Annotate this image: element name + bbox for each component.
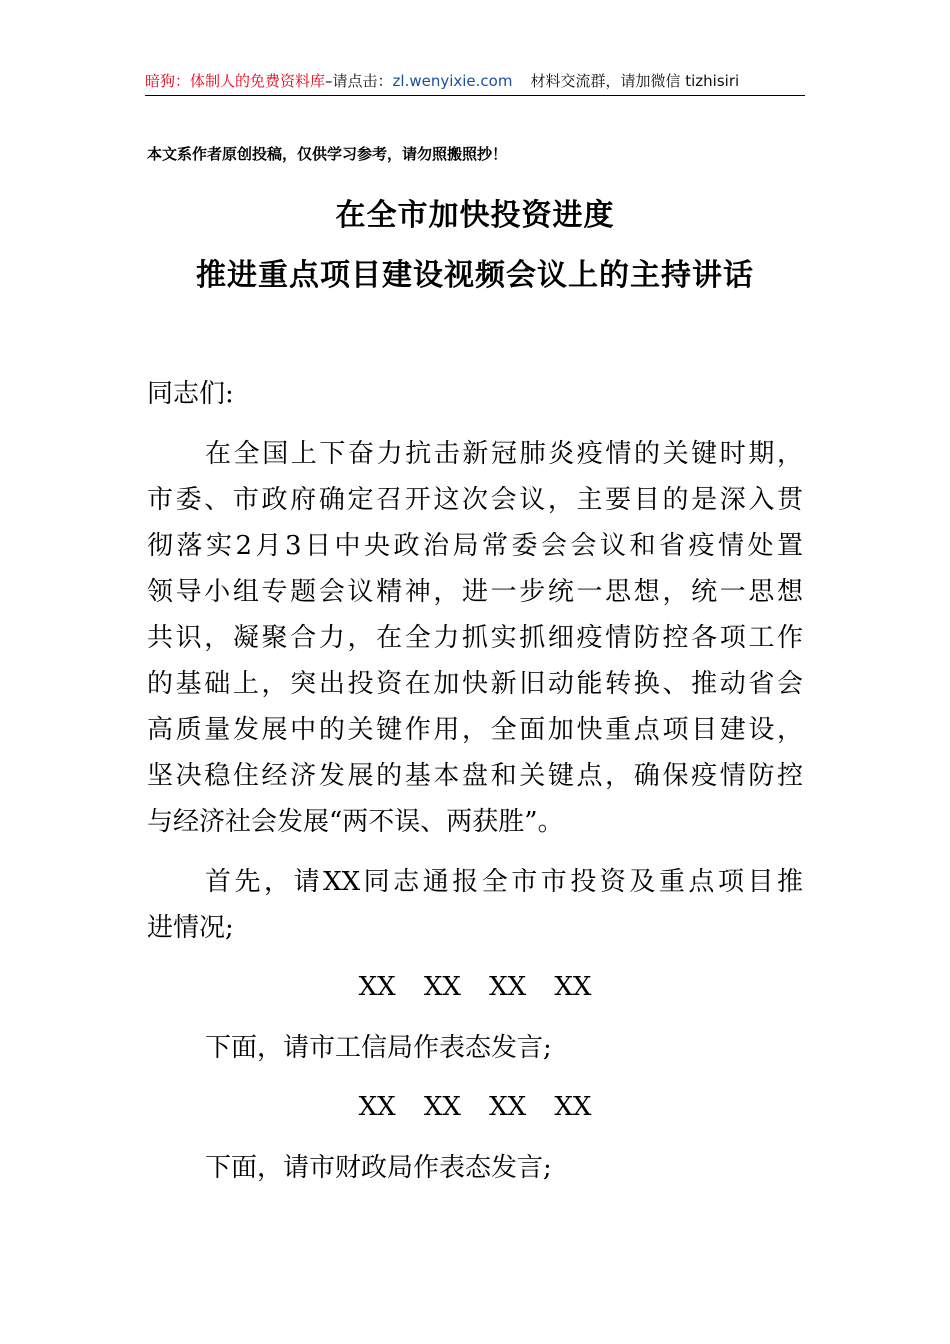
header-click-prompt: –请点击： <box>325 72 393 90</box>
paragraph-2-line: 进情况; <box>147 913 234 943</box>
paragraph-1-line: 领导小组专题会议精神，进一步统一思想，统一思想 <box>147 577 803 607</box>
header-link[interactable]: zl.wenyixie.com <box>392 72 513 90</box>
paragraph-1-line: 高质量发展中的关键作用，全面加快重点项目建设， <box>147 715 803 745</box>
paragraph-1-line: 的基础上，突出投资在加快新旧动能转换、推动省会 <box>147 669 803 699</box>
paragraph-1-line: 与经济社会发展“两不误、两获胜”。 <box>147 807 564 837</box>
salutation: 同志们: <box>147 379 234 409</box>
speaker-placeholder-row: XX XX XX XX <box>358 1092 592 1122</box>
paragraph-1-line: 市委、市政府确定召开这次会议，主要目的是深入贯 <box>147 485 803 515</box>
paragraph-1-line: 坚决稳住经济发展的基本盘和关键点，确保疫情防控 <box>147 761 803 791</box>
header-bar <box>145 68 805 94</box>
header-site-name: 暗狗：体制人的免费资料库 <box>145 72 326 90</box>
paragraph-4: 下面，请市财政局作表态发言; <box>205 1153 552 1183</box>
header-divider <box>145 95 805 96</box>
paragraph-2-line: 首先，请XX同志通报全市市投资及重点项目推 <box>205 867 803 897</box>
paragraph-1-line: 彻落实2月3日中央政治局常委会会议和省疫情处置 <box>147 531 803 561</box>
paragraph-3: 下面，请市工信局作表态发言; <box>205 1033 552 1063</box>
paragraph-1-line: 共识，凝聚合力，在全力抓实抓细疫情防控各项工作 <box>147 623 803 653</box>
document-title-line-2: 推进重点项目建设视频会议上的主持讲话 <box>196 258 754 293</box>
copyright-notice: 本文系作者原创投稿，仅供学习参考，请勿照搬照抄！ <box>147 145 508 163</box>
document-title-line-1: 在全市加快投资进度 <box>335 198 615 233</box>
header-wechat-note: 材料交流群，请加微信 tizhisiri <box>530 72 740 90</box>
paragraph-1-line: 在全国上下奋力抗击新冠肺炎疫情的关键时期， <box>205 439 803 469</box>
speaker-placeholder-row: XX XX XX XX <box>358 972 592 1002</box>
